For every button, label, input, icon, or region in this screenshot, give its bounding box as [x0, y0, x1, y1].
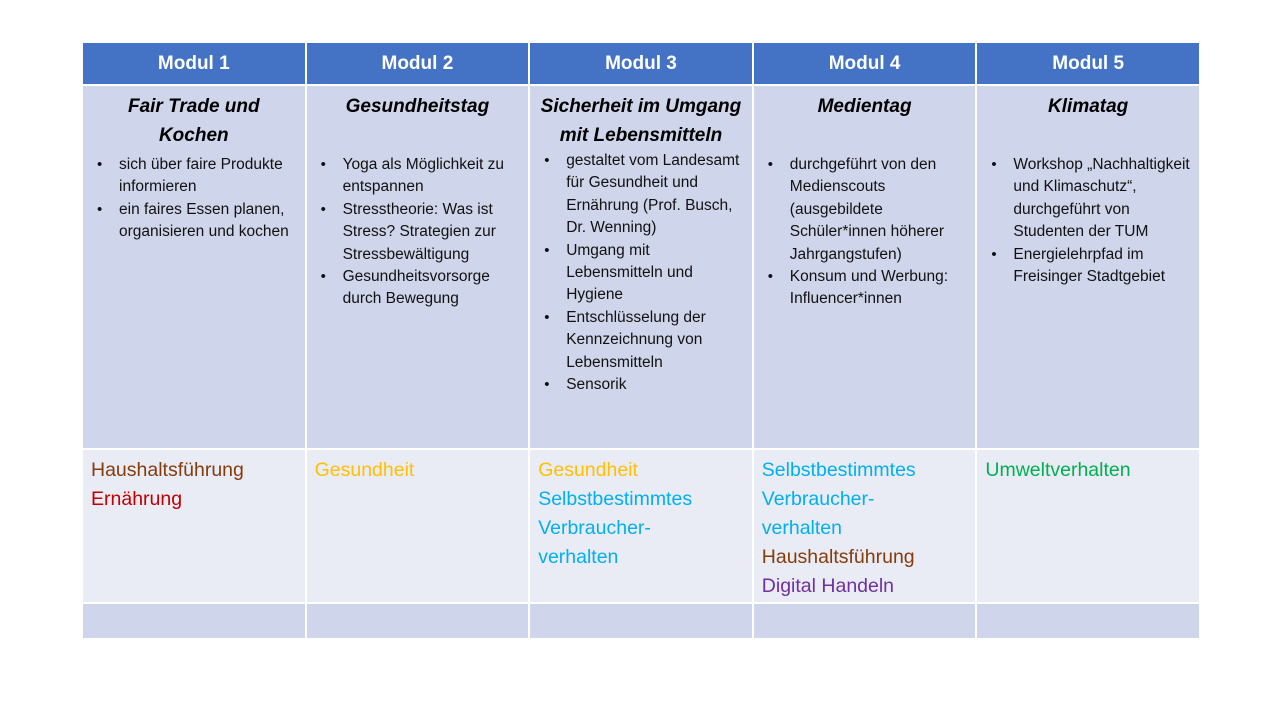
bullet-item: • Konsum und Werbung: Influencer*innen	[790, 266, 968, 311]
bullet-item: • Yoga als Möglichkeit zu entspannen	[343, 154, 521, 199]
category-label: Gesundheit	[538, 459, 638, 481]
header-modul-3: Modul 3	[529, 42, 753, 85]
category-cell-modul-3	[529, 449, 753, 603]
bullet-list	[538, 150, 744, 396]
category-label: Verbraucher-	[761, 488, 875, 510]
module-table	[81, 41, 1201, 640]
category-label: Verbraucher-	[538, 517, 651, 539]
empty-cell	[976, 603, 1200, 639]
bullet-item: • Energielehrpfad im Freisinger Stadtgebiet	[1013, 244, 1191, 289]
bullet-item: • sich über faire Produkte informieren	[119, 154, 297, 199]
empty-cell	[306, 603, 530, 639]
category-label: verhalten	[761, 517, 842, 539]
content-row	[82, 85, 1200, 449]
bullet-item: • Stresstheorie: Was ist Stress? Strategien zur Stressbewältigung	[343, 199, 521, 266]
empty-cell	[82, 603, 306, 639]
bullet-item: • ein faires Essen planen, organisieren und kochen	[119, 199, 297, 244]
module-title: Klimatag	[1048, 96, 1129, 117]
content-cell-modul-2	[306, 85, 530, 449]
category-label: Digital Handeln	[761, 575, 895, 597]
category-label: Selbstbestimmtes	[538, 488, 693, 510]
header-modul-5: Modul 5	[976, 42, 1200, 85]
bullet-list	[762, 154, 968, 311]
bullet-item: • Gesundheitsvorsorge durch Bewegung	[343, 266, 521, 311]
category-cell-modul-2	[306, 449, 530, 603]
module-title: Gesundheitstag	[345, 96, 490, 117]
bullet-list	[315, 154, 521, 311]
category-label: Gesundheit	[314, 459, 415, 481]
category-cell-modul-5	[976, 449, 1200, 603]
category-label: Ernährung	[91, 488, 183, 510]
bullet-item: • Umgang mit Lebensmitteln und Hygiene	[566, 240, 744, 307]
bullet-item: • Entschlüsselung der Kennzeichnung von Lebensmitteln	[566, 307, 744, 374]
category-cell-modul-1	[82, 449, 306, 603]
bullet-list	[91, 154, 297, 244]
category-cell-modul-4	[753, 449, 977, 603]
header-modul-4: Modul 4	[753, 42, 977, 85]
header-modul-1: Modul 1	[82, 42, 306, 85]
bullet-list	[985, 154, 1191, 288]
module-title: Fair Trade und Kochen	[127, 96, 260, 146]
bullet-item: • Sensorik	[566, 374, 744, 396]
category-row	[82, 449, 1200, 603]
bullet-item: • gestaltet vom Landesamt für Gesundheit und Ernährung (Prof. Busch, Dr. Wenning)	[566, 150, 744, 240]
empty-cell	[529, 603, 753, 639]
empty-cell	[753, 603, 977, 639]
header-modul-2: Modul 2	[306, 42, 530, 85]
content-cell-modul-4	[753, 85, 977, 449]
category-label: Haushaltsführung	[91, 459, 244, 481]
content-cell-modul-5	[976, 85, 1200, 449]
module-title: Sicherheit im Umgang mit Lebensmitteln	[540, 96, 742, 146]
header-row	[82, 42, 1200, 85]
empty-row	[82, 603, 1200, 639]
category-label: Haushaltsführung	[761, 546, 915, 568]
category-label: verhalten	[538, 546, 619, 568]
content-cell-modul-3	[529, 85, 753, 449]
category-label: Selbstbestimmtes	[761, 459, 916, 481]
module-title: Medientag	[817, 96, 912, 117]
bullet-item: • Workshop „Nachhaltigkeit und Klimaschutz“, durchgeführt von Studenten der TUM	[1013, 154, 1191, 244]
bullet-item: • durchgeführt von den Medienscouts (ausgebildete Schüler*innen höherer Jahrgangstufen)	[790, 154, 968, 266]
category-label: Umweltverhalten	[985, 459, 1131, 481]
content-cell-modul-1	[82, 85, 306, 449]
